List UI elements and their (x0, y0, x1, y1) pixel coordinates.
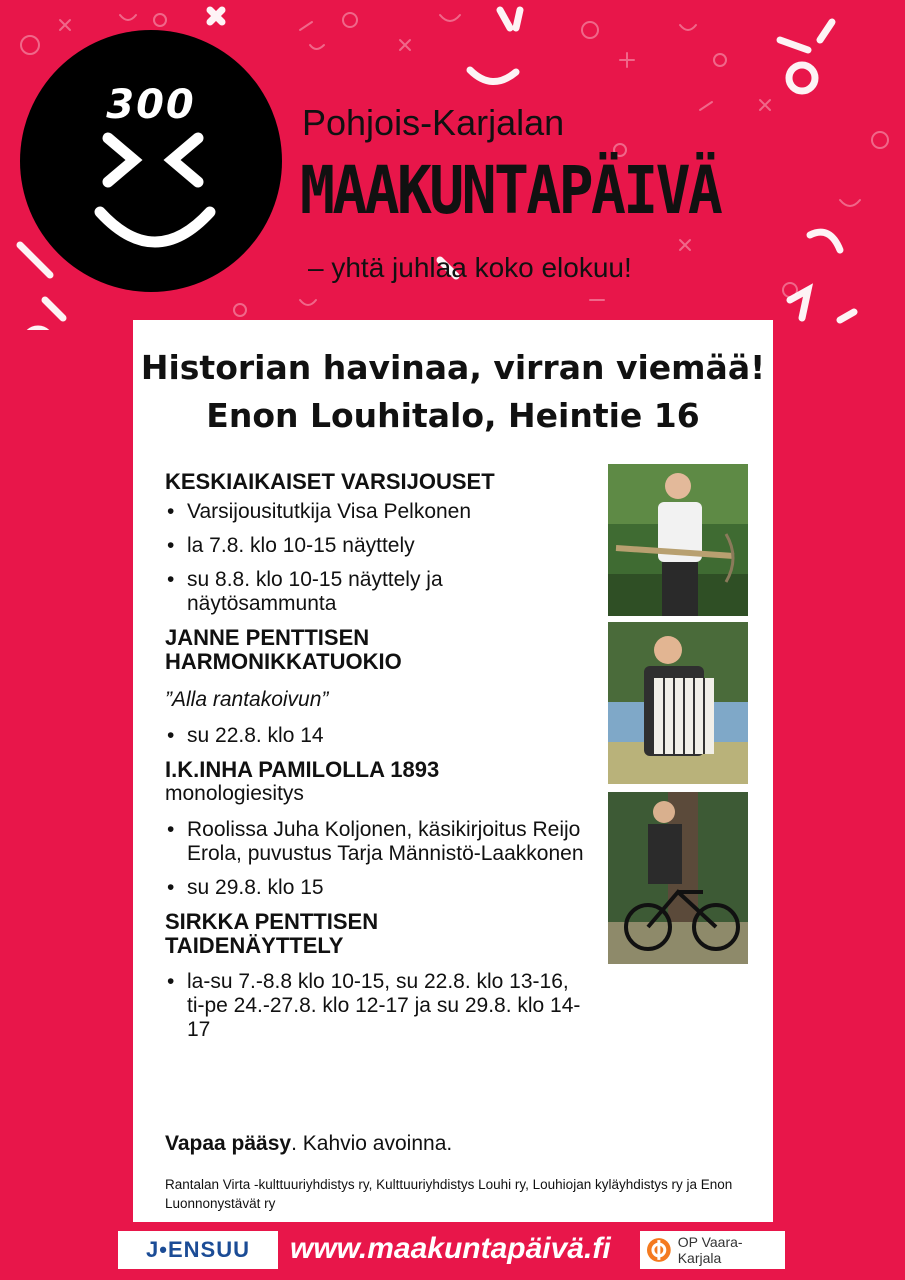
list-item: • su 22.8. klo 14 (165, 724, 595, 748)
op-logo-text: OP Vaara-Karjala (677, 1234, 743, 1266)
list-item: • su 29.8. klo 15 (165, 876, 595, 900)
section-title-accordion: JANNE PENTTISEN HARMONIKKATUOKIO (165, 625, 402, 674)
list-item: • la 7.8. klo 10-15 näyttely (165, 534, 595, 558)
section-title-crossbows: KESKIAIKAISET VARSIJOUSET (165, 469, 495, 494)
footer (0, 1228, 905, 1280)
accordion-details (165, 724, 595, 748)
song-quote: ”Alla rantakoivun” (165, 688, 329, 711)
list-item: • su 8.8. klo 10-15 näyttely ja näytösammunta (165, 568, 517, 616)
smiley-face-icon (90, 130, 220, 260)
list-item: • Varsijousitutkija Visa Pelkonen (165, 500, 595, 524)
maakuntapaiva-300-logo (20, 30, 282, 292)
card-title (133, 344, 773, 440)
joensuu-logo: J•ENSUU (118, 1231, 278, 1269)
inha-details (165, 818, 595, 900)
op-logo-icon (646, 1237, 672, 1263)
organizers-text: Rantalan Virta -kulttuuriyhdistys ry, Kulttuuriyhdistys Louhi ry, Louhiojan kyläyhdistys ry ja Enon Luonnonystävät ry (165, 1177, 733, 1211)
header-title: MAAKUNTAPÄIVÄ (300, 152, 721, 229)
photo-crossbow-man (608, 464, 748, 616)
event-card (133, 320, 773, 1222)
cafe-info: . Kahvio avoinna. (291, 1132, 453, 1155)
op-vaara-karjala-logo (640, 1231, 785, 1269)
photo-bicycle-man (608, 792, 748, 964)
photo-accordion-player (608, 622, 748, 784)
list-item: • Roolissa Juha Koljonen, käsikirjoitus Reijo Erola, puvustus Tarja Männistö-Laakkonen (165, 818, 587, 866)
exhibition-details (165, 970, 595, 1042)
program-list (165, 470, 595, 1052)
card-title-line-1: Historian havinaa, virran viemää! (140, 348, 766, 387)
logo-number: 300 (106, 82, 196, 128)
list-item: • la-su 7.-8.8 klo 10-15, su 22.8. klo 13-16, ti-pe 24.-27.8. klo 12-17 ja su 29.8. klo 14-17 (165, 970, 587, 1042)
admission-info (165, 1132, 452, 1156)
header-region: Pohjois-Karjalan (302, 102, 565, 143)
section-title-inha: I.K.INHA PAMILOLLA 1893 (165, 757, 440, 782)
free-admission-label: Vapaa pääsy (165, 1132, 292, 1155)
crossbow-details (165, 500, 595, 616)
header-subtitle: – yhtä juhlaa koko elokuu! (308, 252, 632, 283)
card-title-line-2: Enon Louhitalo, Heintie 16 (206, 396, 700, 435)
section-subtitle-monologue: monologiesitys (165, 782, 304, 805)
website-link[interactable]: www.maakuntapäivä.fi (290, 1232, 611, 1265)
section-title-art-exhibition: SIRKKA PENTTISEN TAIDENÄYTTELY (165, 909, 379, 958)
